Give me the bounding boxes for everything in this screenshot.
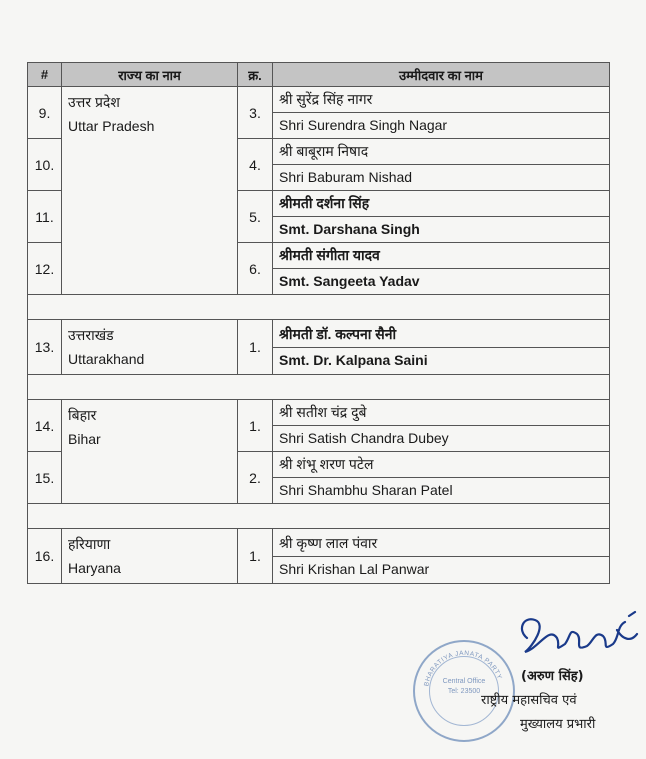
state-name-hindi: उत्तराखंड xyxy=(68,327,114,343)
candidate-name-hindi: श्री बाबूराम निषाद xyxy=(273,139,609,165)
serial-number: 6. xyxy=(238,243,273,295)
table-row xyxy=(28,87,610,139)
spacer-row xyxy=(28,504,610,529)
candidate-name-english: Shri Satish Chandra Dubey xyxy=(279,430,449,446)
row-number: 14. xyxy=(28,400,62,452)
candidate-cell xyxy=(273,139,610,191)
state-name-hindi: हरियाणा xyxy=(68,536,111,552)
serial-number: 5. xyxy=(238,191,273,243)
candidate-name-hindi: श्री शंभू शरण पटेल xyxy=(273,452,609,478)
candidate-cell xyxy=(273,529,610,584)
state-name-english: Uttarakhand xyxy=(68,351,145,367)
signatory-designation-line-2: मुख्यालय प्रभारी xyxy=(520,717,596,732)
state-name-hindi: बिहार xyxy=(68,407,97,423)
state-name-hindi: उत्तर प्रदेश xyxy=(68,94,120,110)
stamp-line-1: Central Office xyxy=(442,678,486,685)
spacer-cell xyxy=(28,295,610,320)
candidate-name-english: Smt. Sangeeta Yadav xyxy=(279,273,420,289)
row-number: 13. xyxy=(28,320,62,375)
spacer-cell xyxy=(28,504,610,529)
row-number: 11. xyxy=(28,191,62,243)
candidate-name-english: Shri Shambhu Sharan Patel xyxy=(279,482,453,498)
spacer-row xyxy=(28,295,610,320)
header-sno: क्र. xyxy=(238,63,273,87)
spacer-cell xyxy=(28,375,610,400)
serial-number: 4. xyxy=(238,139,273,191)
candidate-name-english: Shri Surendra Singh Nagar xyxy=(279,117,448,133)
header-candidate: उम्मीदवार का नाम xyxy=(273,63,610,87)
header-state: राज्य का नाम xyxy=(62,63,238,87)
header-num: # xyxy=(28,63,62,87)
state-name-english: Uttar Pradesh xyxy=(68,118,155,134)
candidate-name-hindi: श्रीमती दर्शना सिंह xyxy=(273,191,609,217)
state-name-english: Haryana xyxy=(68,560,121,576)
signatory-name: (अरुण सिंह) xyxy=(521,669,584,684)
serial-number: 3. xyxy=(238,87,273,139)
table-row xyxy=(28,320,610,375)
candidate-cell xyxy=(273,87,610,139)
candidate-name-hindi: श्रीमती संगीता यादव xyxy=(273,243,609,269)
serial-number: 1. xyxy=(238,320,273,375)
candidate-name-hindi: श्री सतीश चंद्र दुबे xyxy=(273,400,609,426)
table-header-row xyxy=(28,63,610,87)
state-cell xyxy=(62,320,238,375)
state-cell xyxy=(62,87,238,295)
candidate-cell xyxy=(273,400,610,452)
svg-text:BHARATIYA JANATA PARTY: BHARATIYA JANATA PARTY xyxy=(423,649,503,687)
row-number: 12. xyxy=(28,243,62,295)
candidate-name-english: Shri Krishan Lal Panwar xyxy=(279,560,430,577)
candidate-table xyxy=(27,62,610,584)
table-row xyxy=(28,529,610,584)
candidate-name-hindi: श्रीमती डॉ. कल्पना सैनी xyxy=(273,322,609,348)
candidate-name-hindi: श्री सुरेंद्र सिंह नागर xyxy=(273,87,609,113)
candidate-cell xyxy=(273,452,610,504)
serial-number: 2. xyxy=(238,452,273,504)
serial-number: 1. xyxy=(238,529,273,584)
candidate-name-english: Shri Baburam Nishad xyxy=(279,169,413,185)
row-number: 15. xyxy=(28,452,62,504)
row-number: 16. xyxy=(28,529,62,584)
handwritten-signature xyxy=(513,608,645,664)
candidate-name-english: Smt. Dr. Kalpana Saini xyxy=(279,351,428,368)
signatory-designation-line-1: राष्ट्रीय महासचिव एवं xyxy=(481,693,577,708)
state-name-english: Bihar xyxy=(68,431,101,447)
row-number: 10. xyxy=(28,139,62,191)
table-row xyxy=(28,400,610,452)
state-cell xyxy=(62,529,238,584)
candidate-name-english: Smt. Darshana Singh xyxy=(279,221,420,237)
row-number: 9. xyxy=(28,87,62,139)
state-cell xyxy=(62,400,238,504)
candidate-name-hindi: श्री कृष्ण लाल पंवार xyxy=(273,531,609,557)
candidate-cell xyxy=(273,243,610,295)
candidate-cell xyxy=(273,191,610,243)
spacer-row xyxy=(28,375,610,400)
stamp-line-2: Tel: 23500 xyxy=(447,688,481,695)
serial-number: 1. xyxy=(238,400,273,452)
candidate-cell xyxy=(273,320,610,375)
